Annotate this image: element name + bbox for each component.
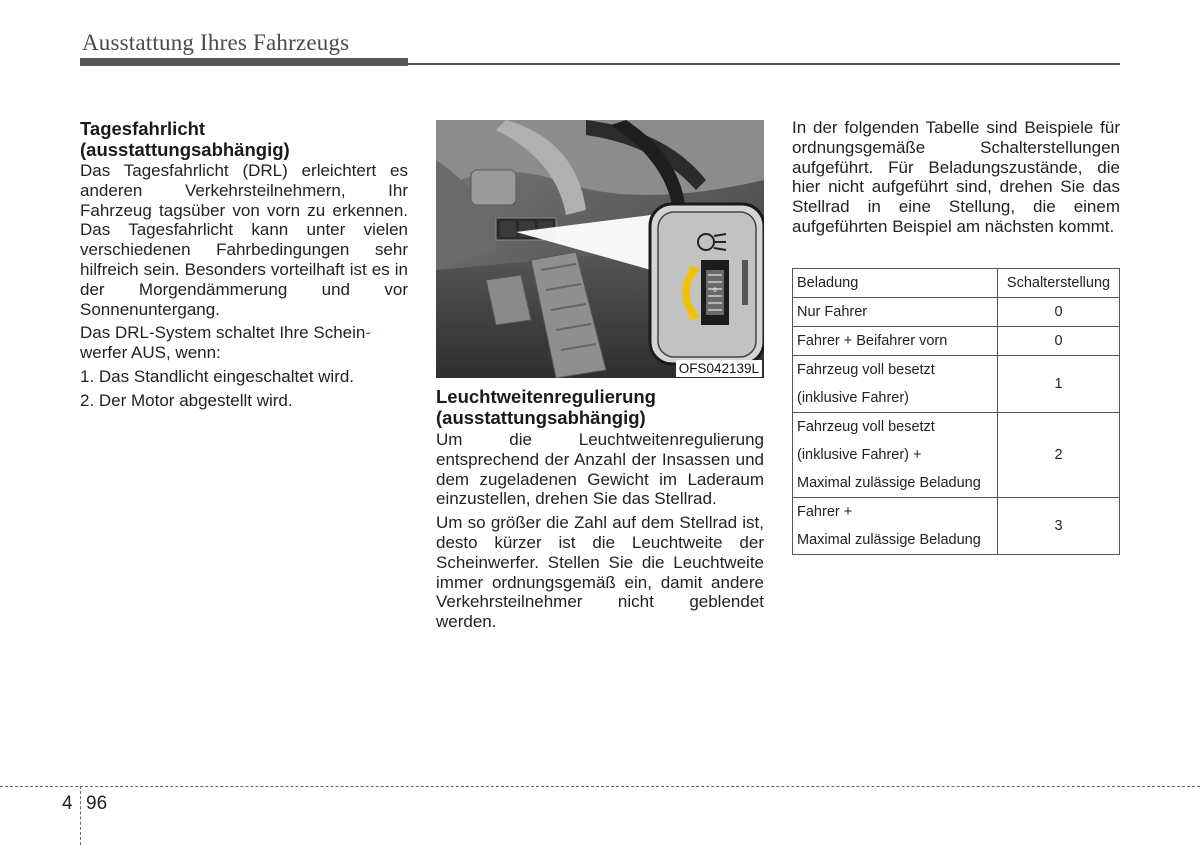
- table-cell-load: Nur Fahrer: [793, 298, 998, 327]
- dashboard-illustration: [436, 120, 764, 378]
- drl-hyphen: -: [365, 323, 372, 343]
- table-row: [793, 327, 1120, 356]
- chapter-number: 4: [62, 793, 73, 814]
- table-header-row: [793, 269, 1120, 298]
- table-cell-load: Fahrer + Beifahrer vorn: [793, 327, 998, 356]
- footer-vertical-divider: [80, 786, 81, 845]
- table-row: [793, 413, 1120, 498]
- table-cell-value: 2: [998, 413, 1120, 498]
- drl-section: [80, 118, 408, 415]
- header-rule-thick: [80, 58, 408, 66]
- table-row: [793, 298, 1120, 327]
- page-number: 96: [86, 793, 108, 814]
- header-rule-thin: [408, 63, 1120, 65]
- table-cell-load: Fahrer + Maximal zulässige Beladung: [793, 498, 998, 555]
- table-row: [793, 498, 1120, 555]
- load-setting-table: [792, 268, 1120, 555]
- leveling-section: [436, 386, 764, 636]
- table-header-switch: Schalterstellung: [998, 269, 1120, 298]
- leveling-heading-line2: (ausstattungsabhängig): [436, 407, 646, 428]
- svg-text:0: 0: [713, 287, 717, 294]
- table-cell-load: Fahrzeug voll besetzt (inklusive Fahrer) + Maximal zulässige Beladung: [793, 413, 998, 498]
- drl-paragraph-2-b: werfer AUS, wenn:: [80, 343, 221, 363]
- drl-heading-line1: Tagesfahrlicht: [80, 118, 206, 139]
- footer-divider: [0, 786, 1200, 787]
- table-cell-value: 1: [998, 356, 1120, 413]
- table-cell-load: Fahrzeug voll besetzt (inklusive Fahrer): [793, 356, 998, 413]
- drl-heading-line2: (ausstattungsabhängig): [80, 139, 290, 160]
- table-cell-value: 0: [998, 298, 1120, 327]
- table-header-load: Beladung: [793, 269, 998, 298]
- figure-label: OFS042139L: [676, 360, 762, 377]
- leveling-paragraph-2: Um so größer die Zahl auf dem Stellrad ist, desto kürzer ist die Leuchtweite der Scheinwerfer. Stellen Sie die Leuchtweite immer ordnungsgemäß ein, damit andere Verkehrsteilnehmer nicht geblendet werden.: [436, 513, 764, 632]
- leveling-paragraph-1: Um die Leuchtweitenregulierung entsprechend der Anzahl der Insassen und dem zugeladenen Gewicht im Laderaum einzustellen, drehen Sie das Stellrad.: [436, 430, 764, 509]
- drl-list-item-1: 1. Das Standlicht eingeschaltet wird.: [80, 366, 355, 386]
- drl-paragraph-2: [80, 323, 408, 363]
- drl-list-item-2: 2. Der Motor abgestellt wird.: [80, 390, 293, 410]
- table-row: [793, 356, 1120, 413]
- table-intro: In der folgenden Tabelle sind Beispiele für ordnungsgemäße Schalterstellungen aufgeführt. Für Beladungszustände, die hier nicht aufgeführt sind, drehen Sie das Stellrad in eine Stellung, die einem aufgeführten Beispiel am nächsten kommt.: [792, 118, 1120, 236]
- drl-heading: [80, 118, 408, 160]
- drl-paragraph-2-a: Das DRL-System schaltet Ihre Schein: [80, 323, 366, 343]
- table-cell-value: 3: [998, 498, 1120, 555]
- drl-paragraph-1: Das Tagesfahrlicht (DRL) erleichtert es anderen Verkehrsteilnehmern, Ihr Fahrzeug tagsüber von vorn zu erkennen. Das Tagesfahrlicht kann unter vielen verschiedenen Fahrbedingungen sehr hilfreich sein. Besonders vorteilhaft ist es in der Morgendämmerung und vor Sonnenuntergang.: [80, 161, 408, 319]
- headlight-leveling-photo: [436, 120, 764, 378]
- table-cell-value: 0: [998, 327, 1120, 356]
- leveling-heading: [436, 386, 764, 428]
- leveling-heading-line1: Leuchtweitenregulierung: [436, 386, 656, 407]
- table-intro-section: [792, 118, 1120, 241]
- header-title: Ausstattung Ihres Fahrzeugs: [82, 30, 350, 55]
